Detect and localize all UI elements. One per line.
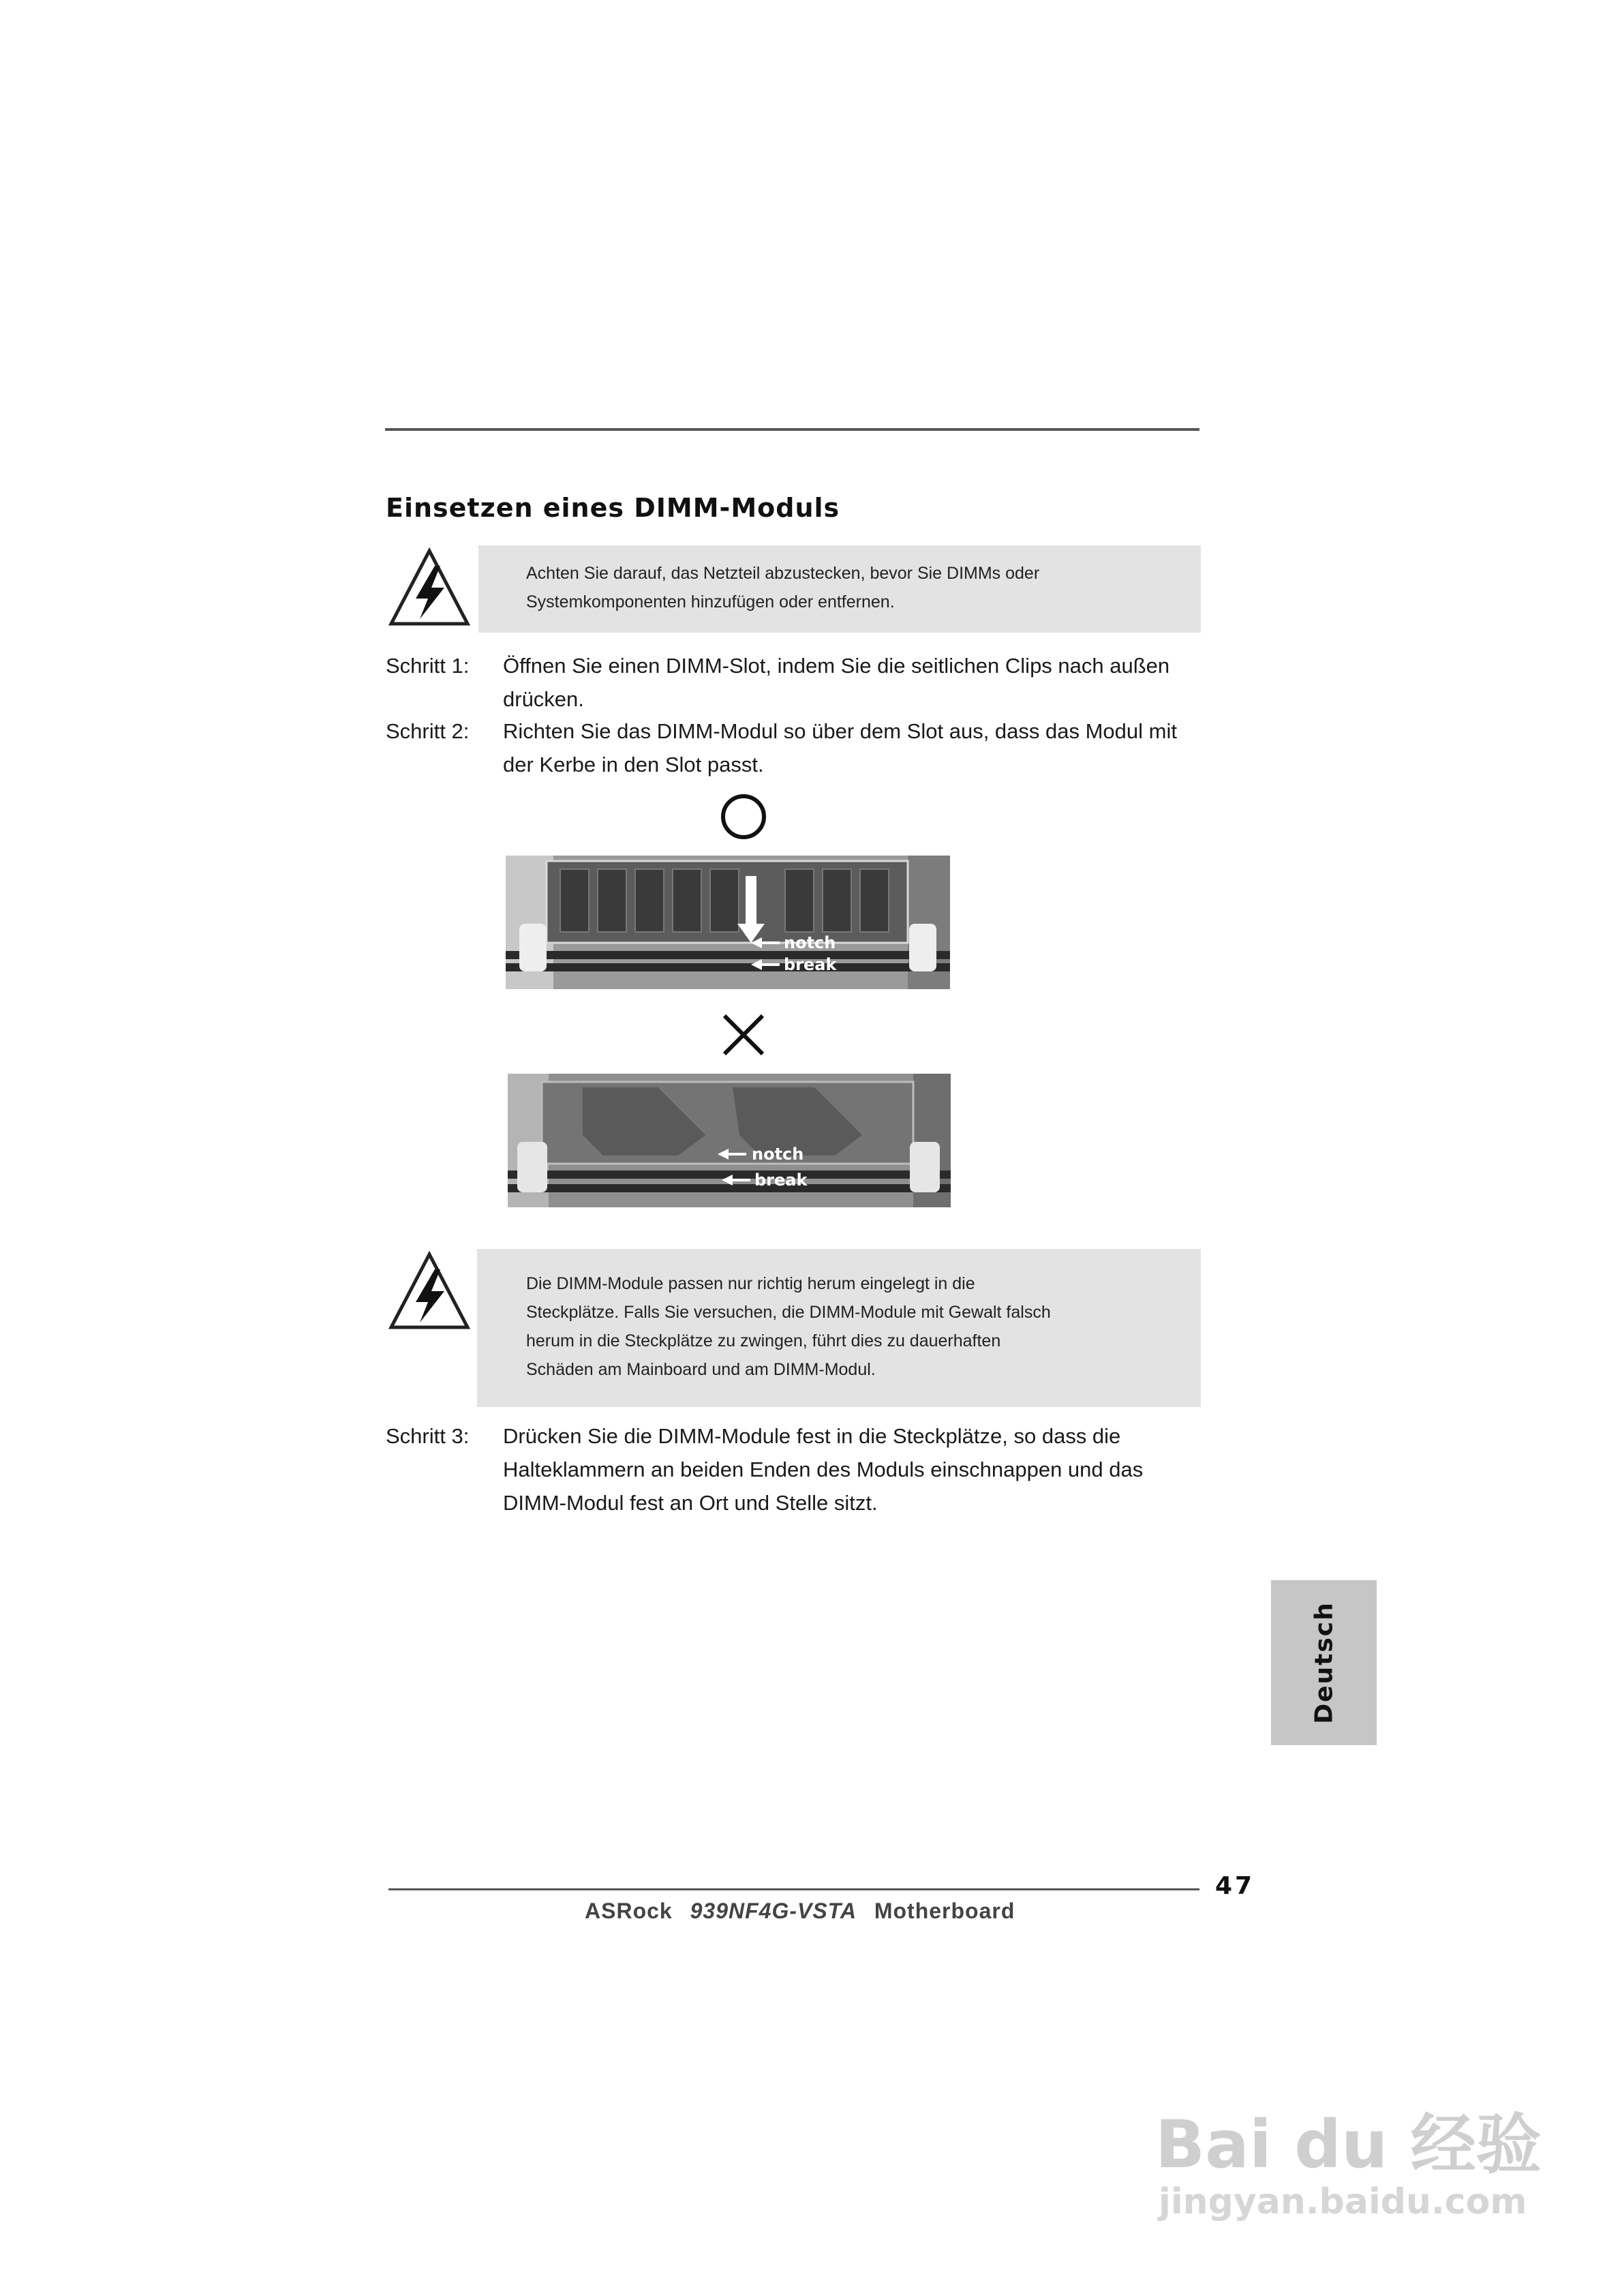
step-3-label: Schritt 3:	[386, 1424, 470, 1448]
step-1-line-2: drücken.	[503, 687, 584, 711]
warning-1-line-2: Systemkomponenten hinzufügen oder entfernen.	[526, 592, 895, 611]
warning-box-2	[477, 1249, 1201, 1407]
cross-wrong-icon	[719, 1010, 768, 1059]
footer-rule	[388, 1888, 1199, 1890]
step-2-label: Schritt 2:	[386, 719, 470, 743]
watermark-url: jingyan.baidu.com	[1159, 2181, 1527, 2222]
warning-2-line-2: Steckplätze. Falls Sie versuchen, die DIMM-Module mit Gewalt falsch	[526, 1303, 1051, 1322]
page-number: 47	[1215, 1872, 1255, 1900]
break-label-wrong: break	[754, 1170, 808, 1190]
footer-model: 939NF4G-VSTA	[690, 1899, 857, 1923]
warning-triangle-lightning-icon	[387, 545, 472, 631]
warning-2-line-4: Schäden am Mainboard und am DIMM-Modul.	[526, 1360, 876, 1379]
step-1-label: Schritt 1:	[386, 654, 470, 678]
warning-icon-2	[387, 1249, 472, 1334]
warning-2-line-3: herum in die Steckplätze zu zwingen, führt dies zu dauerhaften	[526, 1331, 1001, 1350]
dimm-photo-wrong	[508, 1074, 951, 1207]
warning-1-line-1: Achten Sie darauf, das Netzteil abzustecken, bevor Sie DIMMs oder	[526, 564, 1040, 583]
warning-box-1	[478, 545, 1201, 633]
language-tab	[1271, 1580, 1377, 1745]
step-3-line-2: Halteklammern an beiden Enden des Moduls einschnappen und das	[503, 1457, 1144, 1481]
header-rule	[385, 428, 1199, 431]
step-2	[386, 714, 1210, 783]
step-3	[386, 1419, 1210, 1522]
break-label-correct: break	[784, 955, 837, 974]
warning-2-line-1: Die DIMM-Module passen nur richtig herum eingelegt in die	[526, 1274, 975, 1293]
step-1-line-1: Öffnen Sie einen DIMM-Slot, indem Sie die seitlichen Clips nach außen	[503, 654, 1170, 678]
notch-label-wrong: notch	[752, 1145, 804, 1164]
step-3-line-1: Drücken Sie die DIMM-Module fest in die Steckplätze, so dass die	[503, 1424, 1121, 1448]
step-1	[386, 649, 1210, 717]
warning-icon-1	[387, 545, 472, 631]
footer-product-line	[585, 1899, 1015, 1924]
section-title: Einsetzen eines DIMM-Moduls	[386, 493, 840, 523]
notch-label-correct: notch	[784, 933, 836, 952]
circle-correct-icon	[719, 792, 768, 841]
footer-brand: ASRock	[585, 1899, 673, 1923]
watermark-logo: Bai du 经验	[1155, 2106, 1542, 2183]
footer-product: Motherboard	[874, 1899, 1015, 1923]
step-2-line-2: der Kerbe in den Slot passt.	[503, 753, 764, 776]
warning-triangle-lightning-icon	[387, 1249, 472, 1334]
language-tab-label: Deutsch	[1310, 1601, 1338, 1724]
step-3-line-3: DIMM-Modul fest an Ort und Stelle sitzt.	[503, 1491, 878, 1515]
dimm-photo-correct	[506, 856, 950, 989]
step-2-line-1: Richten Sie das DIMM-Modul so über dem Slot aus, dass das Modul mit	[503, 719, 1177, 743]
